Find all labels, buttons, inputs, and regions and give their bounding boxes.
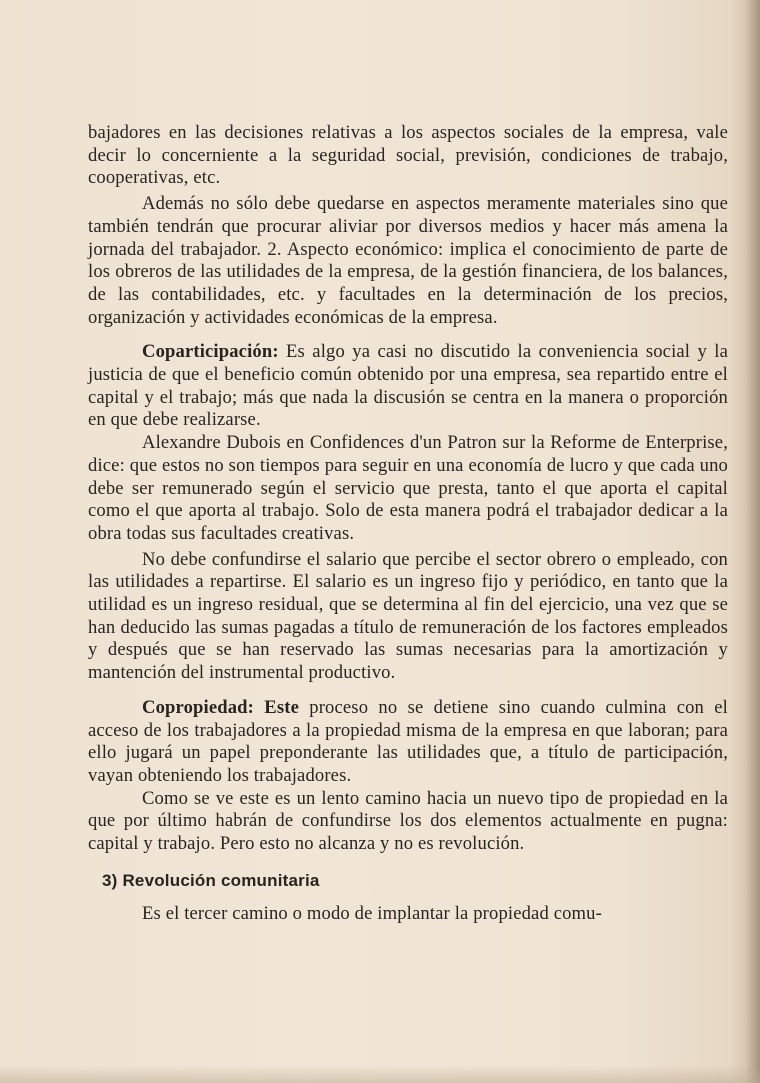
paragraph-coparticipacion-text: Es algo ya casi no discutido la conveniencia social y la justicia de que el beneficio común obtenido por una empresa, sea repartido entre el capital y el trabajo; más que nada la discusión se centra en la manera o proporción en que debe realizarse.	[88, 341, 728, 431]
paragraph-coparticipacion	[88, 341, 728, 432]
paragraph-dubois: Alexandre Dubois en Confidences d'un Patron sur la Reforme de Enterprise, dice: que estos no son tiempos para seguir en una economía de lucro y que cada uno debe ser remunerado según el servicio que presta, tanto el que aporta el capital como el que aporta al trabajo. Solo de esta manera podrá el trabajador dedicar a la obra todas sus facultades creativas.	[88, 432, 728, 544]
section-heading: 3) Revolución comunitaria	[102, 870, 320, 890]
body-text	[88, 122, 728, 925]
page-edge-shadow	[746, 0, 760, 1083]
paragraph-copropiedad-text: proceso no se detiene sino cuando culmina con el acceso de los trabajadores a la propiedad misma de la empresa en que laboran; para ello jugará un papel preponderante las utilidades que, a título de participación, vayan obteniendo los trabajadores.	[88, 696, 728, 786]
paragraph-tercer-camino: Es el tercer camino o modo de implantar la propiedad comu-	[142, 902, 602, 924]
paragraph-ademas: Además no sólo debe quedarse en aspectos meramente materiales sino que también tendrán que procurar aliviar por diversos medios y hacer más amena la jornada del trabajador. 2. Aspecto económico: implica el conocimiento de parte de los obreros de las utilidades de la empresa, de la gestión financiera, de los balances, de las contabilidades, etc. y facultades en la determinación de los precios, organización y actividades económicas de la empresa.	[88, 193, 728, 328]
paragraph-continuation: bajadores en las decisiones relativas a los aspectos sociales de la empresa, vale decir lo concerniente a la seguridad social, previsión, condiciones de trabajo, cooperativas, etc.	[88, 122, 728, 189]
paragraph-salario: No debe confundirse el salario que percibe el sector obrero o empleado, con las utilidades a repartirse. El salario es un ingreso fijo y periódico, en tanto que la utilidad es un ingreso residual, que se determina al fin del ejercicio, una vez que se han deducido las sumas pagadas a título de remuneración de los factores empleados y después que se han reservado las sumas necesarias para la amortización y mantención del instrumental productivo.	[88, 548, 728, 684]
paragraph-como-se-ve: Como se ve este es un lento camino hacia un nuevo tipo de propiedad en la que por último habrán de confundirse los dos elementos actualmente en pugna: capital y trabajo. Pero esto no alcanza y no es revolución.	[88, 787, 728, 855]
lead-term-coparticipacion: Coparticipación:	[142, 341, 279, 363]
lead-term-copropiedad: Copropiedad: Este	[142, 696, 299, 718]
page-bottom-shade	[0, 1065, 760, 1083]
paragraph-copropiedad	[88, 697, 728, 788]
